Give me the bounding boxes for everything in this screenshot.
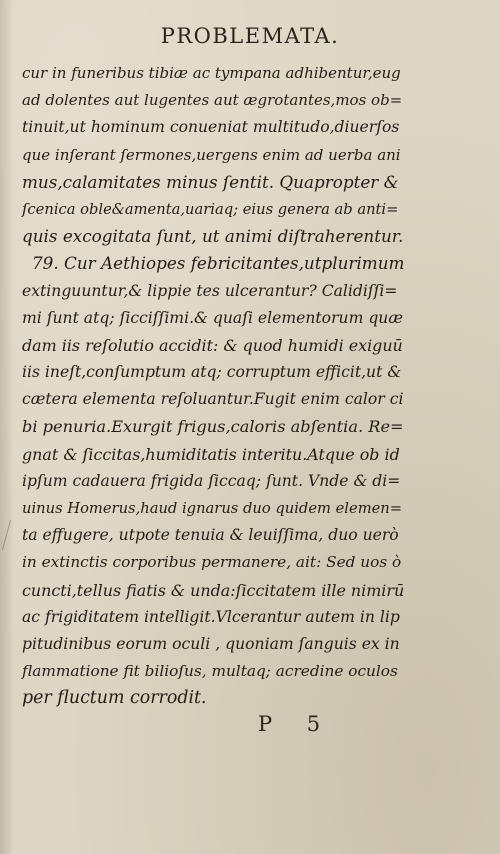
text-line: que inſerant ſermones,uergens enim ad uerba ani — [22, 145, 401, 164]
text-line: extinguuntur,& lippie tes ulcerantur? Calidiſſi= — [22, 281, 398, 300]
text-line: cætera elementa reſoluantur.Fugit enim calor ci — [22, 390, 404, 409]
text-line: quis excogitata ſunt, ut animi diſtraherentur. — [22, 226, 404, 247]
text-line: dam iis reſolutio accidit: & quod humidi exiguū — [22, 335, 403, 355]
text-line: bi penuria.Exurgit frigus,caloris abſentia. Re= — [22, 417, 404, 437]
signature-mark: P 5 — [258, 712, 335, 736]
text-line: cuncti,tellus fiatis & unda:ſiccitatem ille nimirū — [22, 580, 405, 600]
text-line: cur in funeribus tibiæ ac tympana adhibentur,eug — [22, 64, 401, 82]
text-line: ta effugere, utpote tenuia & leuiſſima, duo uerò — [22, 526, 399, 545]
margin-mark — [2, 520, 19, 550]
text-line: uinus Homerus,haud ignarus duo quidem elemen= — [22, 500, 403, 517]
text-line: gnat & ſiccitas,humiditatis interitu.Atque ob id — [22, 444, 400, 464]
text-line: in extinctis corporibus permanere, ait: Sed uos ò — [22, 553, 402, 572]
running-head: PROBLEMATA. — [160, 24, 340, 48]
text-line: 79. Cur Aethiopes febricitantes,utplurimum — [32, 253, 405, 274]
text-line: ſcenica oble&amenta,uariaq; eius genera ab anti= — [22, 200, 399, 218]
text-line: flammatione fit bilioſus, multaq; acredine oculos — [22, 662, 398, 681]
text-line: ipſum cadauera frigida ſiccaq; ſunt. Vnde & di= — [22, 471, 401, 490]
text-line: tinuit,ut hominum conueniat multitudo,diuerſos — [22, 118, 400, 137]
text-line: ac frigiditatem intelligit.Vlcerantur autem in lip — [22, 607, 400, 626]
text-line: mus,calamitates minus ſentit. Quapropter & — [22, 171, 399, 192]
body-text — [22, 60, 404, 713]
text-line: iis ineſt,conſumptum atq; corruptum efficit,ut & — [22, 363, 402, 382]
text-line: per fluctum corrodit. — [22, 688, 207, 709]
text-line: ad dolentes aut lugentes aut ægrotantes,mos ob= — [22, 91, 403, 110]
text-line: mi ſunt atq; ſicciſſimi.& quaſi elementorum quæ — [22, 308, 403, 327]
text-line: pitudinibus eorum oculi , quoniam ſanguis ex in — [22, 634, 400, 653]
